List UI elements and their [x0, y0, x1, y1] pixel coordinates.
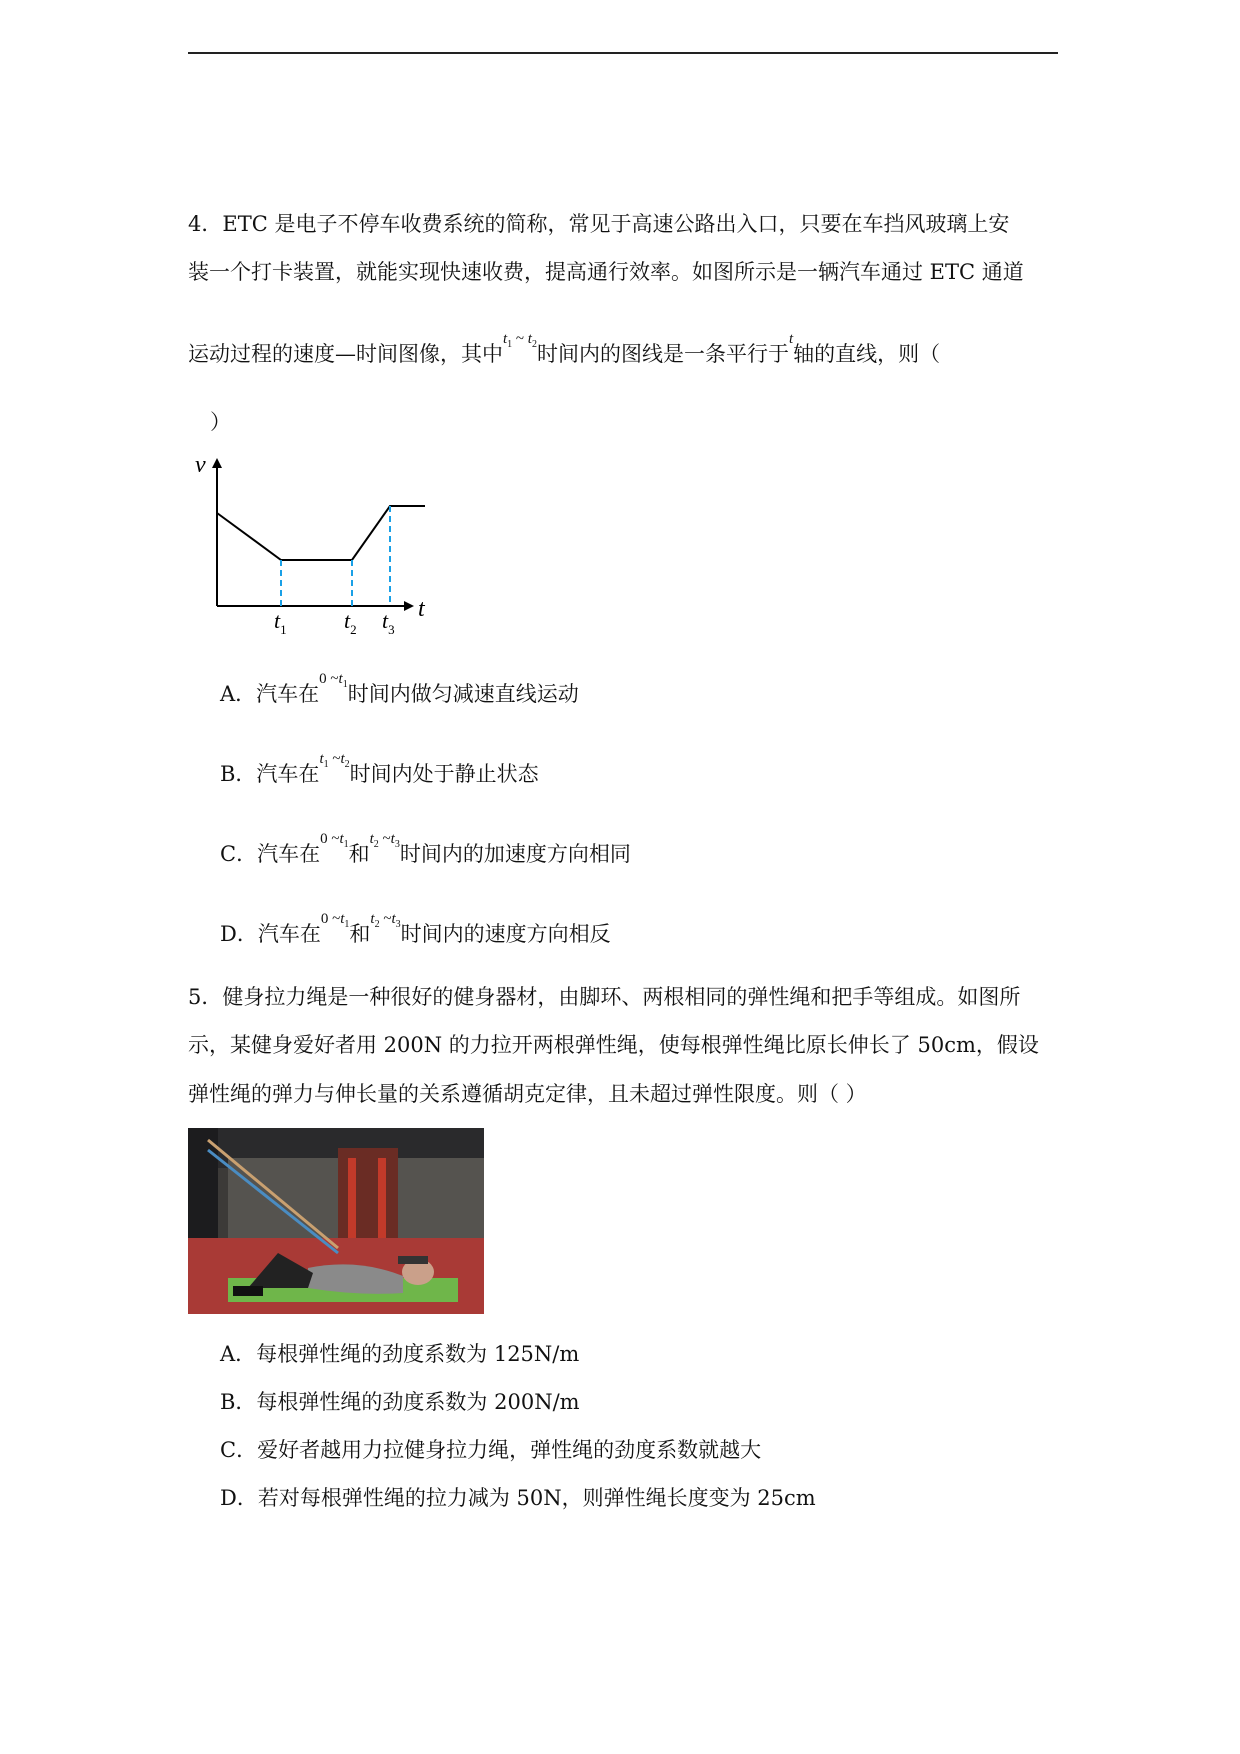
q4-line-3-text-c: 轴的直线，则（ [793, 342, 941, 366]
q5-option-c[interactable]: C．爱好者越用力拉健身拉力绳，弹性绳的劲度系数就越大 [220, 1438, 762, 1462]
header-rule [188, 52, 1058, 54]
q4-option-c[interactable]: C．汽车在$^{0 \sim t_1}$和$^{t_2 \sim t_3}$时间内的加速度方向相同 [220, 831, 631, 866]
tick-t1: $t_1$ [274, 608, 287, 637]
q5-line-3: 弹性绳的弹力与伸长量的关系遵循胡克定律，且未超过弹性限度。则（ ） [188, 1082, 867, 1106]
gym-photo [188, 1128, 484, 1314]
interval-t2-t3: t2 ~t3 [370, 911, 401, 930]
interval-t2-t3: t2 ~t3 [369, 831, 400, 850]
interval-0-t1: 0 ~t1 [320, 831, 349, 850]
v-axis-label: v [195, 452, 206, 478]
q5-option-b[interactable]: B．每根弹性绳的劲度系数为 200N/m [220, 1390, 580, 1414]
q4-line-4: ） [210, 410, 231, 434]
q4-line-3-text-b: 时间内的图线是一条平行于 [536, 342, 789, 366]
q4-line-1: 4．ETC 是电子不停车收费系统的简称，常见于高速公路出入口，只要在车挡风玻璃上安 [188, 212, 1010, 236]
q5-line-1: 5．健身拉力绳是一种很好的健身器材，由脚环、两根相同的弹性绳和把手等组成。如图所 [188, 985, 1021, 1009]
tick-t3: $t_3$ [382, 608, 395, 637]
interval-0-t1: 0 ~t1 [320, 911, 350, 930]
q5-option-d[interactable]: D．若对每根弹性绳的拉力减为 50N，则弹性绳长度变为 25cm [220, 1486, 816, 1510]
interval-t1-t2: t1 ~t2 [319, 751, 350, 770]
interval-0-t1: 0 ~t1 [319, 671, 348, 690]
q4-line-3-text-a: 运动过程的速度—时间图像，其中 [188, 342, 503, 366]
q4-axis-t: t [788, 331, 794, 347]
velocity-curve [217, 506, 425, 560]
q4-line-2: 装一个打卡装置，就能实现快速收费，提高通行效率。如图所示是一辆汽车通过 ETC 通道 [188, 260, 1024, 284]
t-axis-label: t [418, 596, 425, 622]
vt-graph [190, 448, 440, 648]
q4-option-b[interactable]: B．汽车在$^{t_1 \sim t_2}$时间内处于静止状态 [220, 751, 539, 786]
tick-t2: $t_2$ [344, 608, 357, 637]
q5-option-a[interactable]: A．每根弹性绳的劲度系数为 125N/m [220, 1342, 580, 1366]
q5-line-2: 示，某健身爱好者用 200N 的力拉开两根弹性绳，使每根弹性绳比原长伸长了 50cm，假设 [188, 1033, 1039, 1057]
q4-interval-t1-t2: t1 ~ t2 [503, 331, 537, 350]
q4-option-d[interactable]: D．汽车在$^{0 \sim t_1}$和$^{t_2 \sim t_3}$时间内的速度方向相反 [220, 911, 611, 946]
q4-option-a[interactable]: A．汽车在$^{0 \sim t_1}$时间内做匀减速直线运动 [220, 671, 579, 706]
